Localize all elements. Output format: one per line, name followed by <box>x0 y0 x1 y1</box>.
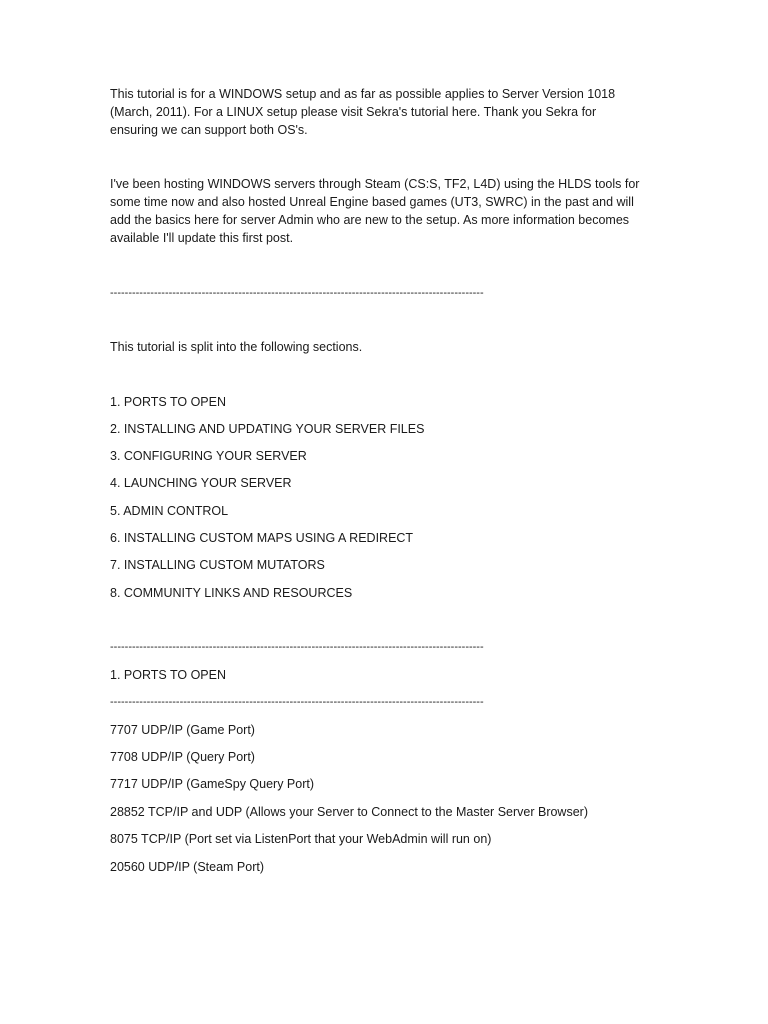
intro-line: ensuring we can support both OS's. <box>110 123 308 137</box>
toc-item: 2. INSTALLING AND UPDATING YOUR SERVER FILES <box>110 422 425 436</box>
toc-item: 3. CONFIGURING YOUR SERVER <box>110 449 307 463</box>
toc-item: 5. ADMIN CONTROL <box>110 504 229 518</box>
divider-line: ------------------------------------------------------------------------------------------------------ <box>110 696 484 708</box>
toc-item: 7. INSTALLING CUSTOM MUTATORS <box>110 558 325 572</box>
section-heading: 1. PORTS TO OPEN <box>110 668 227 682</box>
port-item: 28852 TCP/IP and UDP (Allows your Server to Connect to the Master Server Browser) <box>110 805 588 819</box>
port-item: 7707 UDP/IP (Game Port) <box>110 723 255 737</box>
intro-line: (March, 2011). For a LINUX setup please visit Sekra's tutorial here. Thank you Sekra for <box>110 105 597 119</box>
background-line: available I'll update this first post. <box>110 231 294 245</box>
toc-item: 4. LAUNCHING YOUR SERVER <box>110 476 292 490</box>
background-line: some time now and also hosted Unreal Engine based games (UT3, SWRC) in the past and will <box>110 195 634 209</box>
divider-line: ------------------------------------------------------------------------------------------------------ <box>110 287 484 299</box>
background-paragraph <box>110 175 670 247</box>
toc-item: 6. INSTALLING CUSTOM MAPS USING A REDIRECT <box>110 531 414 545</box>
toc-item: 1. PORTS TO OPEN <box>110 395 227 409</box>
sections-intro: This tutorial is split into the following sections. <box>110 340 363 354</box>
port-item: 8075 TCP/IP (Port set via ListenPort that your WebAdmin will run on) <box>110 832 492 846</box>
intro-paragraph <box>110 85 670 139</box>
port-item: 7708 UDP/IP (Query Port) <box>110 750 255 764</box>
divider-line: ------------------------------------------------------------------------------------------------------ <box>110 641 484 653</box>
background-line: add the basics here for server Admin who are new to the setup. As more information becomes <box>110 213 630 227</box>
toc-item: 8. COMMUNITY LINKS AND RESOURCES <box>110 586 353 600</box>
background-line: I've been hosting WINDOWS servers through Steam (CS:S, TF2, L4D) using the HLDS tools for <box>110 177 640 191</box>
port-item: 20560 UDP/IP (Steam Port) <box>110 860 265 874</box>
intro-line: This tutorial is for a WINDOWS setup and as far as possible applies to Server Version 1018 <box>110 87 616 101</box>
port-item: 7717 UDP/IP (GameSpy Query Port) <box>110 777 315 791</box>
